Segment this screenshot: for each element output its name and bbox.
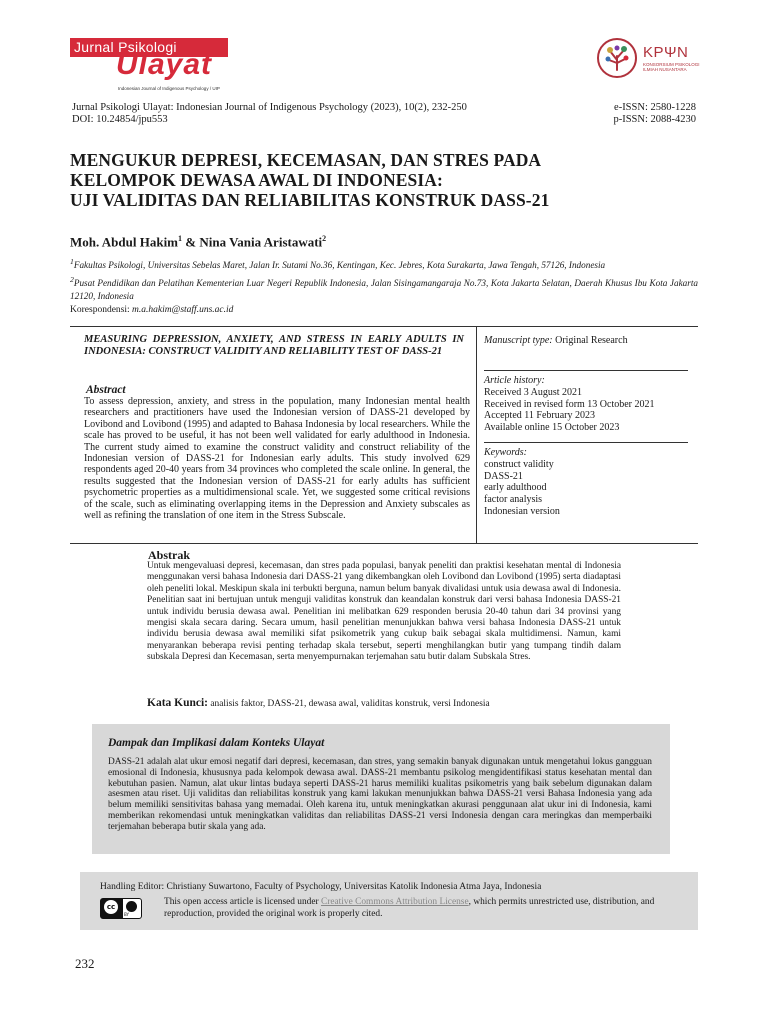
cc-letters: cc bbox=[104, 900, 118, 914]
rule-side-2 bbox=[484, 442, 688, 443]
logo-word: Ulayat bbox=[116, 48, 213, 81]
author-2-sup: 2 bbox=[322, 234, 327, 243]
author-sep: & bbox=[182, 234, 200, 250]
abstrak-text: Untuk mengevaluasi depresi, kecemasan, dan stres pada populasi, banyak peneliti dan praktisi kesehatan mental di Indonesia menggunakan versi bahasa Indonesia dari DASS-21 yang dikembangkan oleh Lovibond dan Lovibond (1995) serta diadaptasi oleh peneliti lokal. Meskipun skala ini terbukti berguna, namun belum banyak divalidasi untuk usia dewasa awal di Indonesia. Penelitian saat ini bertujuan untuk menguji validitas konstruk dan keandalan konstruk dari versi bahasa Indonesia DASS-21 untuk individu berusia dewasa awal. Penelitian ini melibatkan 629 responden berusia 20-40 tahun dari 34 provinsi yang mengisi skala secara daring. Secara umum, hasil penelitian menunjukkan bahwa versi bahasa Indonesia DASS-21 untuk individu berusia dewasa awal memiliki sifat psikometrik yang cukup baik sebagai skala multidimensi. Namun, kami menyarankan beberapa revisi penting terhadap skala tersebut, seperti menghilangkan butir yang tumpang tindih dalam subskala Depresi dan Kecemasan, serta menyempurnakan terjemahan satu butir dalam Subskala Stres. bbox=[147, 561, 621, 663]
title-line-2: KELOMPOK DEWASA AWAL DI INDONESIA: bbox=[70, 170, 443, 190]
license-post: , which permits unrestricted use, distribution, and reproduction, provided the original work is properly cited. bbox=[164, 897, 655, 919]
cc-by-label: BY bbox=[124, 912, 129, 917]
license-pre: This open access article is licensed under bbox=[164, 897, 321, 907]
correspondence-label: Korespondensi: bbox=[70, 305, 133, 315]
correspondence bbox=[70, 305, 233, 315]
rule-column bbox=[476, 326, 477, 543]
keyword-item: early adulthood bbox=[484, 482, 547, 494]
paper-title bbox=[70, 150, 700, 210]
kpin-logo bbox=[595, 36, 705, 82]
citation-line: Jurnal Psikologi Ulayat: Indonesian Journal of Indigenous Psychology (2023), 10(2), 232-250 bbox=[72, 102, 467, 113]
cc-person-icon bbox=[126, 901, 137, 912]
rule-side-1 bbox=[484, 370, 688, 371]
kata-kunci-label: Kata Kunci: bbox=[147, 697, 209, 709]
logo-top-line: Jurnal Psikologi bbox=[74, 39, 177, 55]
history-online: Available online 15 October 2023 bbox=[484, 422, 620, 434]
aff-1-sup: 1 bbox=[70, 257, 74, 266]
correspondence-email[interactable]: m.a.hakim@staff.uns.ac.id bbox=[132, 305, 234, 315]
aff-2-sup: 2 bbox=[70, 274, 74, 284]
abstract-text: To assess depression, anxiety, and stress in the population, many Indonesian mental health researchers and practitioners have used the Indonesian version of DASS-21 developed by Lovibond and Lovibond (1995) and adapted to Bahasa Indonesia by local researchers. While the scale has proved to be useful, it has not been well validated for early adulthood in Indonesia. The current study aimed to examine the construct validity and construct reliability of the Indonesian version of DASS-21 for Indonesian early adults. This study involved 629 respondents aged 20-40 years from 34 provinces who completed the scale online. In general, the results suggested that the Indonesian version of DASS-21 for early adults has sufficient psychometric properties as a multidimensional scale. Yet, we suggested some critical revisions of the scale, such as eliminating overlapping items in the Depression and Anxiety subscales as well as refining the translation of one item in the Stress Subscale. bbox=[84, 396, 470, 522]
author-1: Moh. Abdul Hakim bbox=[70, 234, 179, 250]
affiliation-1 bbox=[70, 255, 698, 273]
affiliation-2 bbox=[70, 273, 698, 304]
history-revised: Received in revised form 13 October 2021 bbox=[484, 398, 655, 410]
history-label: Article history: bbox=[484, 375, 545, 386]
keyword-item: construct validity bbox=[484, 458, 554, 470]
manuscript-type bbox=[484, 335, 628, 346]
impact-heading: Dampak dan Implikasi dalam Konteks Ulayat bbox=[108, 737, 325, 749]
keyword-item: Indonesian version bbox=[484, 505, 560, 517]
keyword-item: DASS-21 bbox=[484, 470, 523, 482]
kpin-name: KPΨN bbox=[643, 44, 689, 61]
kpin-emblem-icon bbox=[595, 36, 639, 80]
journal-logo bbox=[70, 38, 230, 96]
doi-line: DOI: 10.24854/jpu553 bbox=[72, 114, 168, 125]
keywords bbox=[484, 447, 560, 518]
kpin-sub: KONSORSIUM PSIKOLOGI ILMIAH NUSANTARA bbox=[643, 62, 700, 72]
abstract-heading: Abstract bbox=[86, 384, 126, 396]
manuscript-type-label: Manuscript type: bbox=[484, 335, 553, 346]
manuscript-type-value: Original Research bbox=[552, 335, 628, 346]
abstrak-heading: Abstrak bbox=[148, 548, 191, 562]
authors bbox=[70, 234, 326, 250]
author-1-sup: 1 bbox=[178, 234, 183, 243]
history-received: Received 3 August 2021 bbox=[484, 386, 583, 398]
license-text bbox=[164, 897, 684, 920]
title-line-1: MENGUKUR DEPRESI, KECEMASAN, DAN STRES PADA bbox=[70, 150, 542, 170]
history-accepted: Accepted 11 February 2023 bbox=[484, 410, 595, 422]
keywords-label: Keywords: bbox=[484, 447, 527, 458]
license-link[interactable]: Creative Commons Attribution License bbox=[320, 897, 469, 907]
logo-sub-line: Indonesian Journal of Indigenous Psychology / UIP bbox=[118, 86, 220, 91]
kata-kunci bbox=[147, 697, 490, 709]
english-title: MEASURING DEPRESSION, ANXIETY, AND STRESS IN EARLY ADULTS IN INDONESIA: CONSTRUCT VALIDITY AND RELIABILITY TEST OF DASS-21 bbox=[84, 334, 464, 357]
affiliations bbox=[70, 255, 698, 304]
author-2: Nina Vania Aristawati bbox=[199, 234, 323, 250]
keyword-item: factor analysis bbox=[484, 494, 543, 506]
handling-editor: Handling Editor: Christiany Suwartono, Faculty of Psychology, Universitas Katolik Indonesia Atma Jaya, Indonesia bbox=[100, 882, 542, 892]
cc-by-icon[interactable] bbox=[100, 898, 142, 919]
aff-1-text: Fakultas Psikologi, Universitas Sebelas Maret, Jalan Ir. Sutami No.36, Kentingan, Kec. Jebres, Kota Surakarta, Jawa Tengah, 57126, Indonesia bbox=[73, 260, 606, 271]
pissn: p-ISSN: 2088-4230 bbox=[613, 114, 696, 125]
kata-kunci-text: analisis faktor, DASS-21, dewasa awal, validitas konstruk, versi Indonesia bbox=[208, 699, 490, 709]
article-history bbox=[484, 375, 655, 434]
eissn: e-ISSN: 2580-1228 bbox=[614, 102, 696, 113]
rule-top bbox=[70, 326, 698, 327]
aff-2-text: Pusat Pendidikan dan Pelatihan Kementerian Luar Negeri Republik Indonesia, Jalan Sisingamangaraja No.73, Kota Jakarta Selatan, Daerah Khusus Ibu Kota Jakarta 12120, Indonesia bbox=[70, 277, 698, 302]
impact-text: DASS-21 adalah alat ukur emosi negatif dari depresi, kecemasan, dan stres, yang semakin banyak digunakan untuk mengetahui lokus gangguan emosional di Indonesia, khususnya pada kelompok dewasa awal. DASS-21 membantu psikolog mengidentifikasi status kesehatan mental dan kebutuhan pasien. Namun, alat ukur lintas budaya seperti DASS-21 harus memiliki kualitas psikometris yang baik sebelum digunakan dalam asesmen atau riset. Uji validitas dan reliabilitas konstruk yang kami lakukan menunjukkan bahwa DASS-21 versi Bahasa Indonesia yang ada belum memiliki sensitivitas bahasa yang memadai. Oleh karena itu, untuk meningkatkan akurasi penggunaan alat ukur ini di Indonesia, kami memberikan rekomendasi untuk meningkatkan validitas dan reliabilitas DASS-21 versi Indonesia dengan cara meringkas dan memperbaiki terjemahan beberapa butir skala yang ada. bbox=[108, 757, 652, 832]
title-line-3: UJI VALIDITAS DAN RELIABILITAS KONSTRUK DASS-21 bbox=[70, 190, 550, 210]
rule-bottom bbox=[70, 543, 698, 544]
page-number: 232 bbox=[75, 956, 95, 971]
